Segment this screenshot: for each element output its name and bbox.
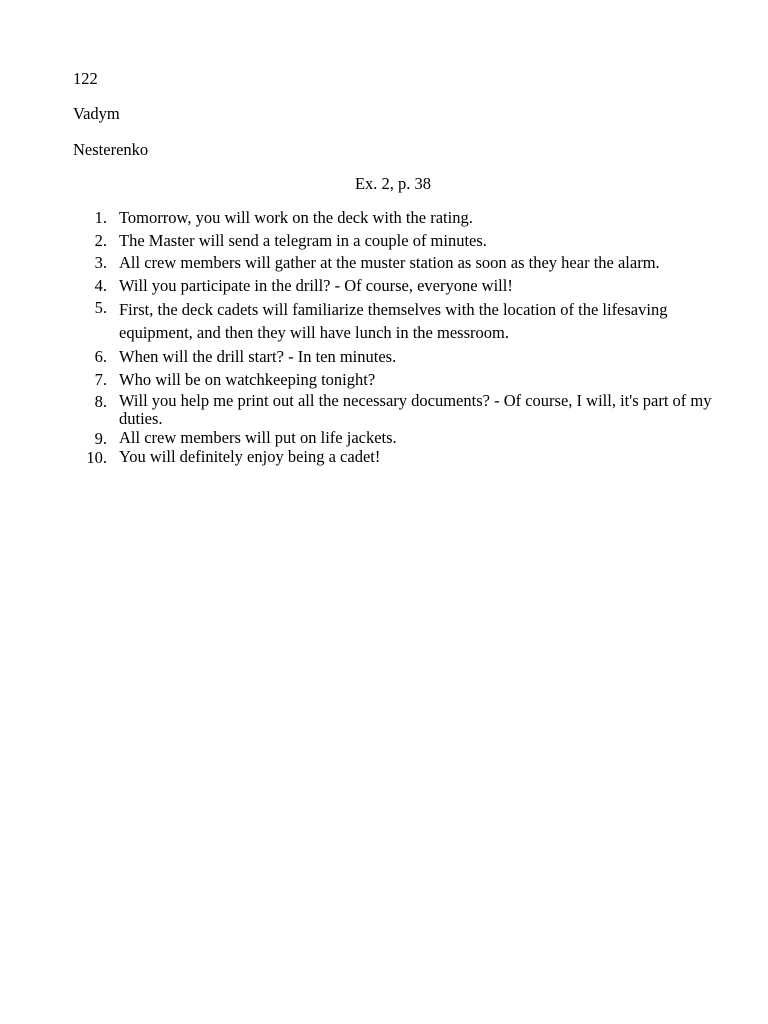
- list-item-number: 4.: [94, 275, 107, 295]
- list-item-number: 6.: [94, 346, 107, 366]
- list-item: [73, 253, 733, 273]
- list-item: [73, 298, 733, 344]
- list-item-number: 9.: [94, 429, 107, 449]
- list-item: [73, 429, 733, 447]
- list-item: [73, 370, 733, 390]
- list-item-number: 5.: [94, 298, 107, 318]
- exercise-title: Ex. 2, p. 38: [354, 174, 432, 193]
- list-item-text: First, the deck cadets will familiarize themselves with the location of the lifesaving equipment, and then they will have lunch in the messroom.: [119, 300, 668, 343]
- list-item-number: 3.: [94, 253, 107, 273]
- list-item-text: The Master will send a telegram in a couple of minutes.: [119, 230, 487, 250]
- header-number: 122: [73, 69, 98, 88]
- list-item-text: Will you participate in the drill? - Of course, everyone will!: [119, 275, 513, 295]
- header-first-name: Vadym: [73, 104, 120, 123]
- list-item-text: Tomorrow, you will work on the deck with the rating.: [119, 208, 473, 227]
- list-item: [73, 208, 733, 228]
- header-last-name: Nesterenko: [73, 140, 149, 159]
- list-item-number: 2.: [94, 230, 107, 250]
- list-item-number: 8.: [94, 392, 107, 412]
- list-item-number: 10.: [86, 448, 107, 468]
- list-item-text: Will you help me print out all the necessary documents? - Of course, I will, it's part of my duties.: [119, 391, 712, 429]
- list-item: [73, 276, 733, 296]
- list-item-text: You will definitely enjoy being a cadet!: [119, 447, 381, 467]
- list-item: [73, 231, 733, 251]
- list-item-text: All crew members will gather at the muster station as soon as they hear the alarm.: [119, 253, 660, 273]
- list-item: [73, 392, 733, 428]
- list-item-text: All crew members will put on life jackets.: [119, 428, 397, 448]
- list-item: [73, 448, 733, 466]
- list-item-text: When will the drill start? - In ten minutes.: [119, 346, 397, 366]
- list-item-number: 7.: [94, 369, 107, 389]
- list-item-number: 1.: [94, 208, 107, 227]
- list-item-text: Who will be on watchkeeping tonight?: [119, 369, 376, 389]
- list-item: [73, 347, 733, 367]
- numbered-list: [73, 208, 733, 467]
